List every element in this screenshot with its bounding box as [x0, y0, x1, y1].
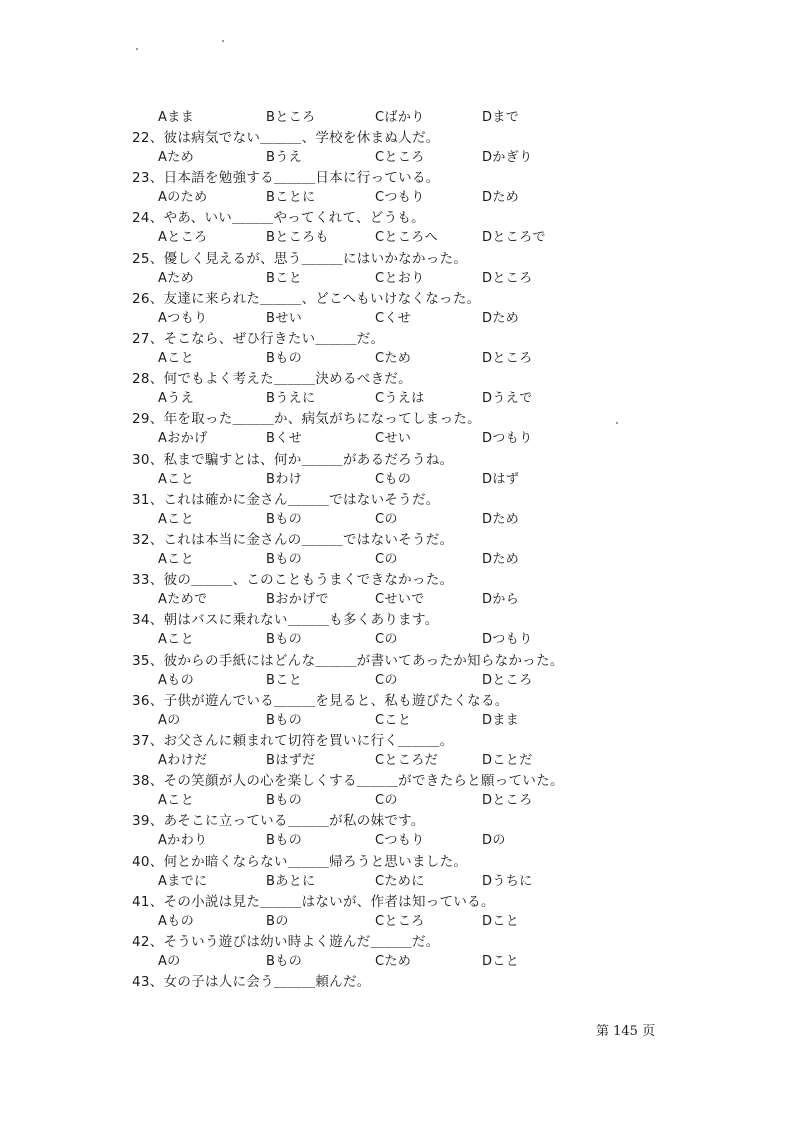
option-d: Dはず: [482, 472, 520, 487]
option-b: Bうえ: [266, 150, 303, 165]
option-b: Bの: [266, 914, 289, 929]
option-a: Aところ: [158, 230, 208, 245]
option-c: Cの: [375, 632, 398, 647]
option-d: Dところ: [482, 271, 533, 286]
option-b: Bうえに: [266, 391, 316, 406]
question-42: 42、そういう遊びは幼い時よく遊んだ＿＿＿だ。: [132, 934, 440, 950]
option-c: Cため: [375, 954, 412, 969]
option-b: Bもの: [266, 351, 303, 366]
option-b: Bせい: [266, 311, 303, 326]
question-41: 41、その小説は見た＿＿＿はないが、作者は知っている。: [132, 894, 495, 910]
question-40: 40、何とか暗くならない＿＿＿帰ろうと思いました。: [132, 854, 468, 870]
option-a: Aこと: [158, 472, 195, 487]
option-c: Cために: [375, 874, 425, 889]
option-c: Cこと: [375, 713, 412, 728]
option-d: Dつもり: [482, 431, 533, 446]
option-b: Bもの: [266, 552, 303, 567]
option-a: Aつもり: [158, 311, 208, 326]
option-d: Dため: [482, 190, 520, 205]
option-c: Cの: [375, 512, 398, 527]
option-a: Aまま: [158, 110, 195, 125]
option-a: Aまでに: [158, 874, 208, 889]
question-35: 35、彼からの手紙にはどんな＿＿＿が書いてあったか知らなかった。: [132, 653, 564, 669]
option-c: Cところ: [375, 150, 425, 165]
question-33: 33、彼の＿＿＿、このこともうまくできなかった。: [132, 572, 454, 588]
scan-speck: [136, 48, 138, 50]
option-c: Cくせ: [375, 311, 412, 326]
scan-speck: [616, 422, 618, 424]
option-d: Dところ: [482, 673, 533, 688]
option-a: Aこと: [158, 793, 195, 808]
option-b: Bところ: [266, 110, 316, 125]
question-27: 27、そこなら、ぜひ行きたい＿＿＿だ。: [132, 331, 385, 347]
option-b: Bもの: [266, 954, 303, 969]
question-24: 24、やあ、いい＿＿＿やってくれて、どうも。: [132, 210, 425, 226]
option-c: Cもの: [375, 472, 412, 487]
option-b: Bもの: [266, 512, 303, 527]
option-a: Aもの: [158, 914, 195, 929]
option-d: Dため: [482, 512, 520, 527]
option-b: Bくせ: [266, 431, 303, 446]
option-d: Dところで: [482, 230, 546, 245]
option-b: Bところも: [266, 230, 329, 245]
option-b: Bことに: [266, 190, 316, 205]
question-38: 38、その笑顔が人の心を楽しくする＿＿＿ができたらと願っていた。: [132, 773, 564, 789]
option-a: Aため: [158, 150, 195, 165]
option-c: Cの: [375, 793, 398, 808]
option-b: Bわけ: [266, 472, 303, 487]
option-d: Dため: [482, 552, 520, 567]
option-c: Cの: [375, 673, 398, 688]
option-a: Aため: [158, 271, 195, 286]
option-a: Aこと: [158, 512, 195, 527]
option-b: Bおかげで: [266, 592, 329, 607]
option-d: Dこと: [482, 954, 520, 969]
option-c: Cつもり: [375, 833, 425, 848]
option-b: Bもの: [266, 793, 303, 808]
option-a: Aもの: [158, 673, 195, 688]
page-number: 第 145 页: [596, 1024, 656, 1039]
option-d: Dかぎり: [482, 150, 533, 165]
option-c: Cせい: [375, 431, 412, 446]
question-29: 29、年を取った＿＿＿か、病気がちになってしまった。: [132, 411, 481, 427]
option-c: Cばかり: [375, 110, 425, 125]
option-d: Dうえで: [482, 391, 533, 406]
option-d: Dところ: [482, 793, 533, 808]
option-a: Aの: [158, 954, 181, 969]
option-b: Bもの: [266, 632, 303, 647]
question-28: 28、何でもよく考えた＿＿＿決めるべきだ。: [132, 371, 412, 387]
scan-speck: [222, 40, 224, 42]
option-c: Cの: [375, 552, 398, 567]
option-c: Cせいで: [375, 592, 425, 607]
option-c: Cところだ: [375, 753, 439, 768]
option-c: Cうえは: [375, 391, 425, 406]
option-c: Cため: [375, 351, 412, 366]
question-43: 43、女の子は人に会う＿＿＿頼んだ。: [132, 974, 371, 990]
option-a: Aおかげ: [158, 431, 208, 446]
option-a: Aわけだ: [158, 753, 208, 768]
option-a: Aの: [158, 713, 181, 728]
option-c: Cとおり: [375, 271, 425, 286]
option-c: Cところへ: [375, 230, 439, 245]
option-c: Cところ: [375, 914, 425, 929]
question-32: 32、これは本当に金さんの＿＿＿ではないそうだ。: [132, 532, 454, 548]
option-b: Bこと: [266, 673, 303, 688]
option-d: Dため: [482, 311, 520, 326]
option-d: Dことだ: [482, 753, 533, 768]
question-34: 34、朝はバスに乗れない＿＿＿も多くあります。: [132, 612, 439, 628]
question-25: 25、優しく見えるが、思う＿＿＿にはいかなかった。: [132, 251, 468, 267]
question-39: 39、あそこに立っている＿＿＿が私の妹です。: [132, 813, 425, 829]
option-a: Aかわり: [158, 833, 208, 848]
option-d: Dつもり: [482, 632, 533, 647]
question-22: 22、彼は病気でない＿＿＿、学校を休まぬ人だ。: [132, 130, 440, 146]
option-a: Aこと: [158, 351, 195, 366]
question-31: 31、これは確かに金さん＿＿＿ではないそうだ。: [132, 492, 440, 508]
option-b: Bこと: [266, 271, 303, 286]
option-b: Bあとに: [266, 874, 316, 889]
option-a: Aうえ: [158, 391, 195, 406]
question-30: 30、私まで騙すとは、何か＿＿＿があるだろうね。: [132, 452, 454, 468]
option-d: Dところ: [482, 351, 533, 366]
option-b: Bもの: [266, 713, 303, 728]
option-c: Cつもり: [375, 190, 425, 205]
question-36: 36、子供が遊んでいる＿＿＿を見ると、私も遊びたくなる。: [132, 693, 509, 709]
question-23: 23、日本語を勉強する＿＿＿日本に行っている。: [132, 170, 440, 186]
option-d: Dうちに: [482, 874, 533, 889]
option-d: Dの: [482, 833, 506, 848]
option-d: Dこと: [482, 914, 520, 929]
option-d: Dまま: [482, 713, 520, 728]
option-d: Dまで: [482, 110, 520, 125]
option-a: Aこと: [158, 552, 195, 567]
question-26: 26、友達に来られた＿＿＿、どこへもいけなくなった。: [132, 291, 481, 307]
option-a: Aためで: [158, 592, 208, 607]
option-a: Aのため: [158, 190, 208, 205]
option-b: Bはずだ: [266, 753, 316, 768]
question-37: 37、お父さんに頼まれて切符を買いに行く＿＿＿。: [132, 733, 454, 749]
option-d: Dから: [482, 592, 520, 607]
option-b: Bもの: [266, 833, 303, 848]
option-a: Aこと: [158, 632, 195, 647]
